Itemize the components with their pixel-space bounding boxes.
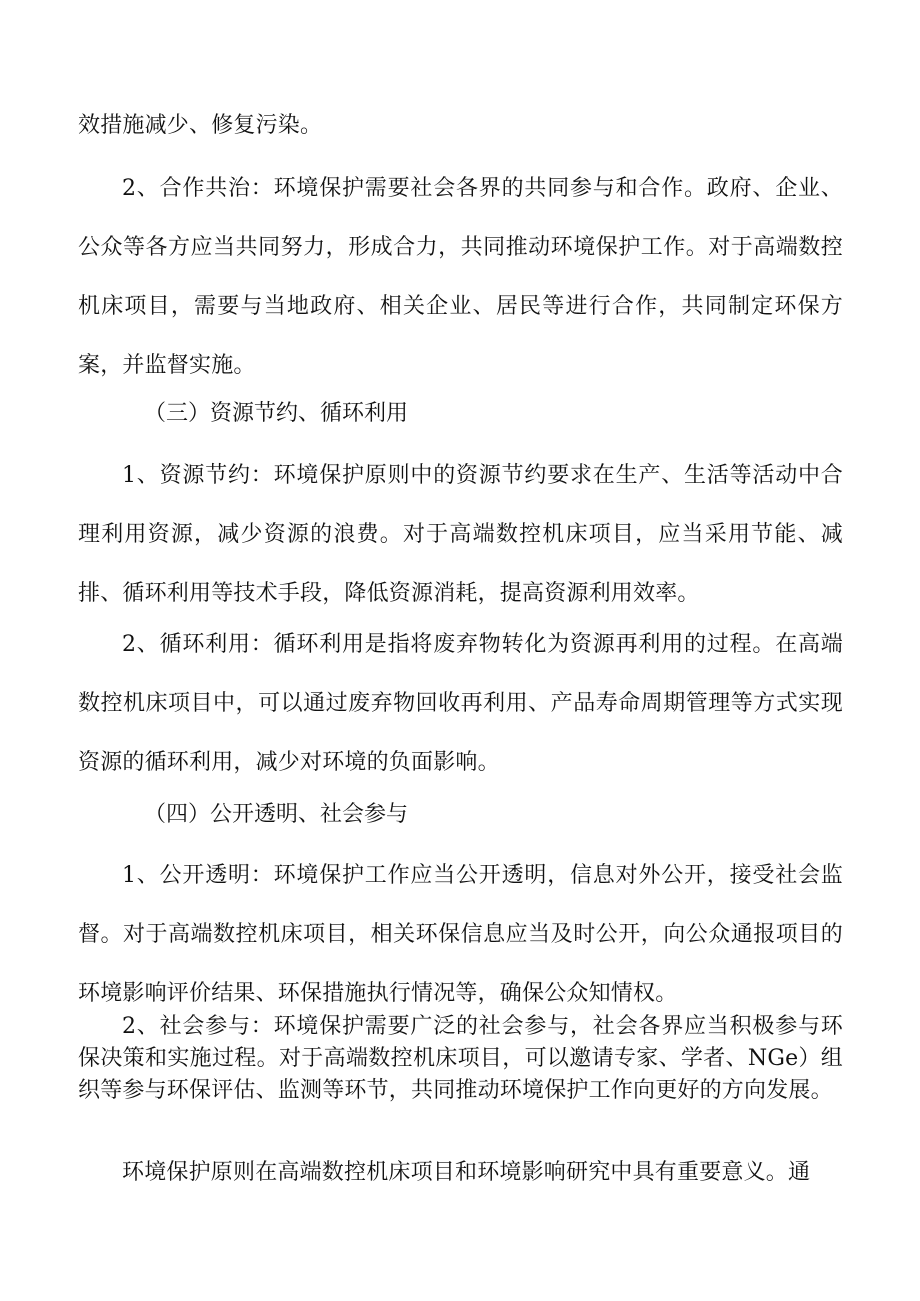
paragraph-recycling: 2、循环利用：循环利用是指将废弃物转化为资源再利用的过程。在高端数控机床项目中，可以通过废弃物回收再利用、产品寿命周期管理等方式实现资源的循环利用，减少对环境的负面影响。 [78, 632, 843, 775]
paragraph-transparency: 1、公开透明：环境保护工作应当公开透明，信息对外公开，接受社会监督。对于高端数控机床项目，相关环保信息应当及时公开，向公众通报项目的环境影响评价结果、环保措施执行情况等，确保公众知情权。 [78, 863, 843, 1006]
paragraph-social-participation: 2、社会参与：环境保护需要广泛的社会参与，社会各界应当积极参与环保决策和实施过程。对于高端数控机床项目，可以邀请专家、学者、NGe）组织等参与环保评估、监测等环节，共同推动环境保护工作向更好的方向发展。 [78, 1014, 843, 1103]
section-heading-transparency: （四）公开透明、社会参与 [144, 802, 409, 827]
section-heading-resource-saving: （三）资源节约、循环利用 [144, 401, 409, 426]
paragraph-cooperation: 2、合作共治：环境保护需要社会各界的共同参与和合作。政府、企业、公众等各方应当共同努力，形成合力，共同推动环境保护工作。对于高端数控机床项目，需要与当地政府、相关企业、居民等进行合作，共同制定环保方案，并监督实施。 [78, 176, 843, 378]
paragraph-resource-saving: 1、资源节约：环境保护原则中的资源节约要求在生产、生活等活动中合理利用资源，减少资源的浪费。对于高端数控机床项目，应当采用节能、减排、循环利用等技术手段，降低资源消耗，提高资源利用效率。 [78, 463, 843, 606]
paragraph-continuation: 效措施减少、修复污染。 [78, 113, 323, 138]
paragraph-conclusion: 环境保护原则在高端数控机床项目和环境影响研究中具有重要意义。通 [122, 1160, 811, 1185]
